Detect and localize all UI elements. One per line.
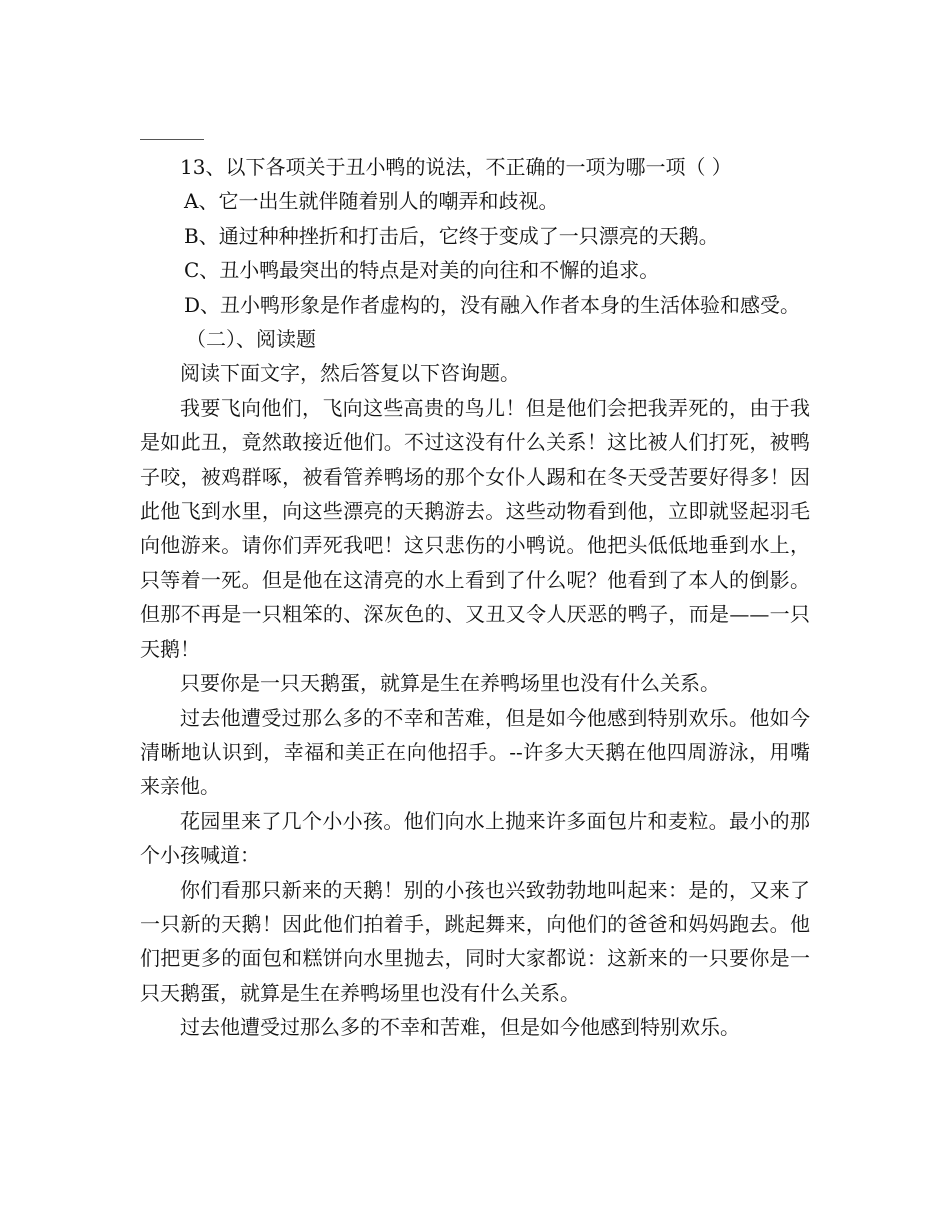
passage-paragraph: 过去他遭受过那么多的不幸和苦难，但是如今他感到特别欢乐。	[180, 1015, 740, 1040]
document-body	[140, 150, 810, 1045]
question-stem: 13、以下各项关于丑小鸭的说法，不正确的一项为哪一项（ ）	[180, 155, 732, 179]
passage-paragraph: 花园里来了几个小小孩。他们向水上抛来许多面包片和麦粒。最小的那个小孩喊道：	[140, 808, 810, 868]
footnote-separator-line	[140, 139, 204, 140]
section-instruction: 阅读下面文字，然后答复以下咨询题。	[180, 361, 520, 386]
passage-paragraph: 过去他遭受过那么多的不幸和苦难，但是如今他感到特别欢乐。他如今清晰地认识到，幸福和美正在向他招手。--许多大天鹅在他四周游泳，用嘴来亲他。	[140, 705, 810, 799]
passage-paragraph: 我要飞向他们，飞向这些高贵的鸟儿！但是他们会把我弄死的，由于我是如此丑，竟然敢接近他们。不过这没有什么关系！这比被人们打死，被鸭子咬，被鸡群啄，被看管养鸭场的那个女仆人踢和在冬天受苦要好得多！因此他飞到水里，向这些漂亮的天鹅游去。这些动物看到他，立即就竖起羽毛向他游来。请你们弄死我吧！这只悲伤的小鸭说。他把头低低地垂到水上，只等着一死。但是他在这清亮的水上看到了什么呢？他看到了本人的倒影。但那不再是一只粗笨的、深灰色的、又丑又令人厌恶的鸭子，而是——一只天鹅！	[140, 395, 810, 661]
option-b: B、通过种种挫折和打击后，它终于变成了一只漂亮的天鹅。	[184, 223, 719, 248]
passage-paragraph: 只要你是一只天鹅蛋，就算是生在养鸭场里也没有什么关系。	[180, 671, 720, 696]
option-c: C、丑小鸭最突出的特点是对美的向往和不懈的追求。	[184, 258, 660, 283]
section-heading: （二）、阅读题	[186, 327, 316, 352]
option-a: A、它一出生就伴随着别人的嘲弄和歧视。	[184, 189, 559, 214]
passage-paragraph: 你们看那只新来的天鹅！别的小孩也兴致勃勃地叫起来：是的，又来了一只新的天鹅！因此他们拍着手，跳起舞来，向他们的爸爸和妈妈跑去。他们把更多的面包和糕饼向水里抛去，同时大家都说：这新来的一只要你是一只天鹅蛋，就算是生在养鸭场里也没有什么关系。	[140, 877, 810, 1005]
option-d: D、丑小鸭形象是作者虚构的，没有融入作者本身的生活体验和感受。	[184, 292, 801, 317]
